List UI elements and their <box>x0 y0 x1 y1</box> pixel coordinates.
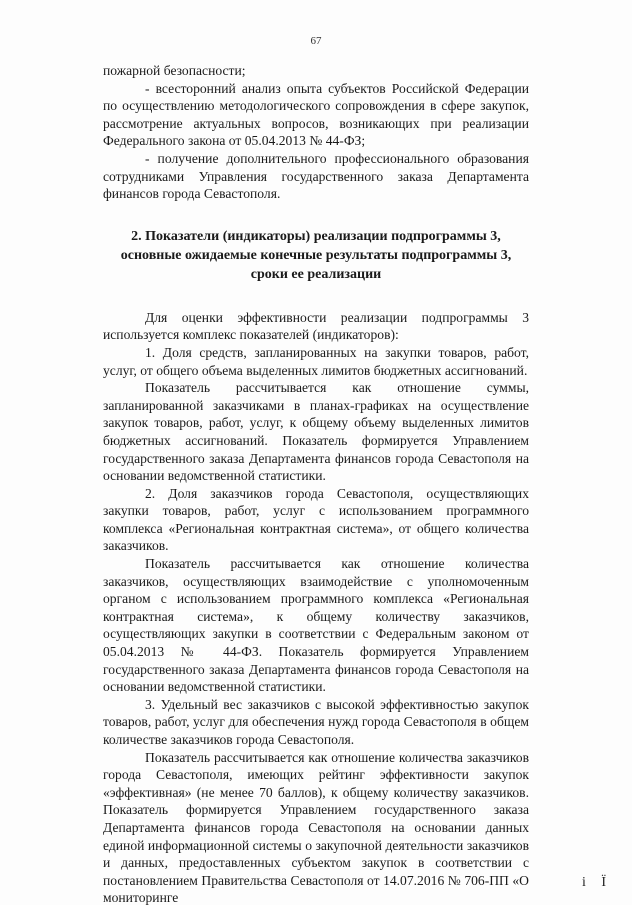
corner-marks: і Ї <box>581 875 612 890</box>
heading-line: основные ожидаемые конечные результаты подпрограммы 3, <box>120 247 512 263</box>
page-number: 67 <box>310 35 322 47</box>
paragraph: Показатель рассчитывается как отношение количества заказчиков, осуществляющих взаимодействие с уполномоченным органом с использованием программного комплекса «Региональная контрактная система», к общему количеству заказчиков, осуществляющих закупки в соответствии с Федеральным законом от 05.04.2013 № 44-ФЗ. Показатель формируется Управлением государственного заказа Департамента финансов города Севастополя на основании ведомственной статистики. <box>103 556 529 695</box>
heading-line: 2. Показатели (индикаторы) реализации подпрограммы 3, <box>131 228 501 244</box>
indicator-item: 1. Доля средств, запланированных на закупки товаров, работ, услуг, от общего объема выделенных лимитов бюджетных ассигнований. <box>103 344 529 378</box>
paragraph: пожарной безопасности; <box>103 63 246 78</box>
paragraph: Для оценки эффективности реализации подпрограммы 3 используется комплекс показателей (индикаторов): <box>103 309 529 343</box>
indicator-item: 3. Удельный вес заказчиков с высокой эффективностью закупок товаров, работ, услуг для обеспечения нужд города Севастополя в общем количестве заказчиков города Севастополя. <box>103 696 529 747</box>
heading-line: сроки ее реализации <box>250 266 382 282</box>
section-heading <box>103 227 529 284</box>
paragraph: Показатель рассчитывается как отношение количества заказчиков города Севастополя, имеющих рейтинг эффективности закупок «эффективная» (не менее 70 баллов), к общему количеству заказчиков. Показатель формируется Управлением государственного заказа Департамента финансов города Севастополя на основании данных единой информационной системы о закупочной деятельности заказчиков и данных, предоставленных субъектом закупок в соответствии с постановлением Правительства Севастополя от 14.07.2016 № 706-ПП «О мониторинге <box>103 749 529 906</box>
paragraph: Показатель рассчитывается как отношение суммы, запланированной заказчиками в планах-графиках на осуществление закупок товаров, работ, услуг, к общему объему выделенных лимитов бюджетных ассигнований. Показатель формируется Управлением государственного заказа Департамента финансов города Севастополя на основании ведомственной статистики. <box>103 380 529 484</box>
indicator-item: 2. Доля заказчиков города Севастополя, осуществляющих закупки товаров, работ, услуг с использованием программного комплекса «Региональная контрактная система», от общего количества заказчиков. <box>103 485 529 554</box>
list-item: - всесторонний анализ опыта субъектов Российской Федерации по осуществлению методологического сопровождения в сфере закупок, рассмотрение актуальных вопросов, возникающих при реализации Федерального закона от 05.04.2013 № 44-ФЗ; <box>103 80 529 149</box>
list-item: - получение дополнительного профессионального образования сотрудниками Управления государственного заказа Департамента финансов города Севастополя. <box>103 150 529 202</box>
document-body <box>103 62 529 907</box>
